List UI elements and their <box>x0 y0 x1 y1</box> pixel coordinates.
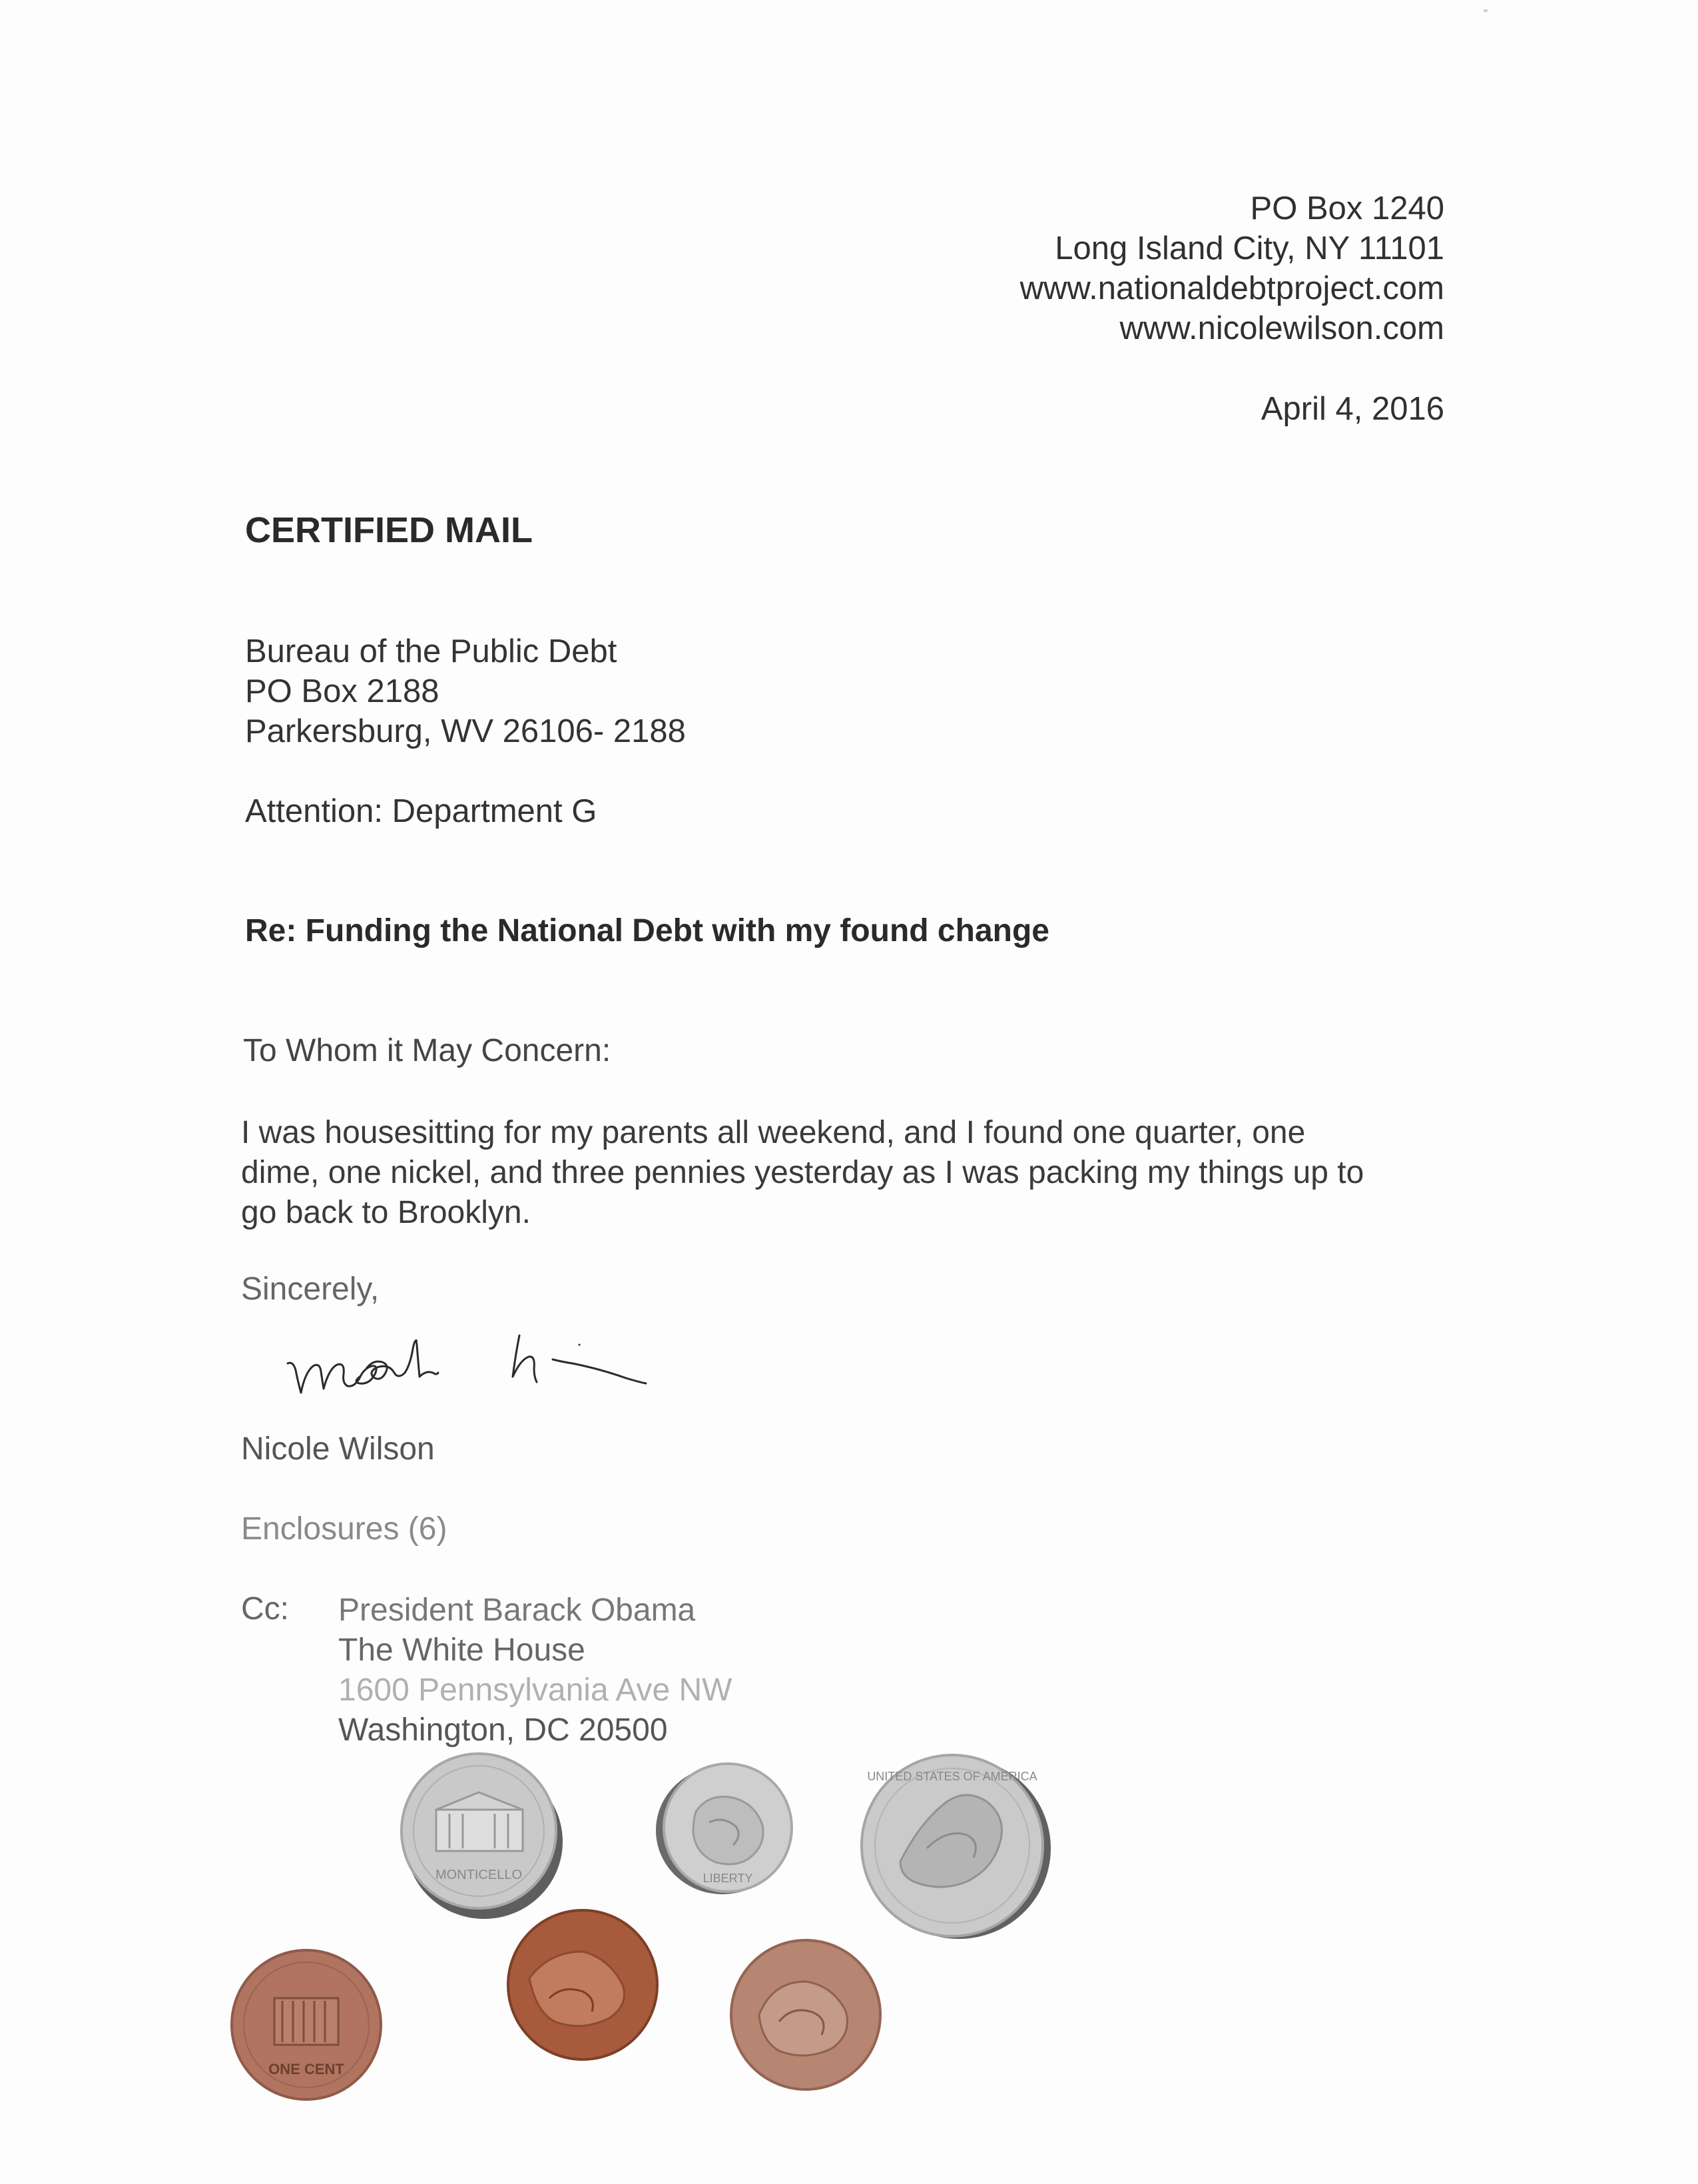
salutation: To Whom it May Concern: <box>243 1033 611 1068</box>
letter-body <box>241 1113 1433 1233</box>
subject-line: Re: Funding the National Debt with my found change <box>245 913 1049 948</box>
signer-name: Nicole Wilson <box>241 1431 435 1467</box>
nickel-inscription: MONTICELLO <box>435 1868 523 1882</box>
closing: Sincerely, <box>241 1272 380 1307</box>
cc-line: 1600 Pennsylvania Ave NW <box>338 1672 732 1708</box>
body-line: go back to Brooklyn. <box>241 1195 531 1230</box>
attention-line: Attention: Department G <box>245 793 597 829</box>
sender-line: PO Box 1240 <box>1250 190 1444 226</box>
enclosures-note: Enclosures (6) <box>241 1511 447 1547</box>
body-line: dime, one nickel, and three pennies yesterday as I was packing my things up to <box>241 1155 1364 1190</box>
sender-website: www.nicolewilson.com <box>1119 310 1444 346</box>
dime-inscription: LIBERTY <box>703 1872 753 1885</box>
recipient-line: Parkersburg, WV 26106- 2188 <box>245 713 686 749</box>
letter-date: April 4, 2016 <box>1261 391 1444 427</box>
dime-coin-icon <box>649 1758 796 1898</box>
penny-coin-icon <box>226 1945 386 2105</box>
nickel-coin-icon <box>396 1748 569 1922</box>
penny-inscription: ONE CENT <box>268 2061 344 2077</box>
quarter-coin-icon <box>854 1748 1053 1945</box>
handwritten-signature <box>280 1322 679 1409</box>
cc-line: Washington, DC 20500 <box>338 1712 668 1748</box>
sender-line: Long Island City, NY 11101 <box>1055 230 1444 266</box>
cc-label: Cc: <box>241 1591 289 1627</box>
certified-mail-heading: CERTIFIED MAIL <box>245 510 533 550</box>
body-line: I was housesitting for my parents all weekend, and I found one quarter, one <box>241 1115 1306 1150</box>
cc-line: President Barack Obama <box>338 1593 696 1628</box>
quarter-inscription: UNITED STATES OF AMERICA <box>867 1770 1037 1783</box>
recipient-line: PO Box 2188 <box>245 673 439 709</box>
penny-coin-icon <box>726 1935 886 2095</box>
sender-address <box>1020 188 1444 348</box>
penny-coin-icon <box>503 1905 663 2065</box>
cc-address <box>338 1591 732 1750</box>
recipient-address <box>245 631 686 751</box>
cc-line: The White House <box>338 1633 585 1668</box>
scan-speck <box>1484 9 1488 12</box>
sender-website: www.nationaldebtproject.com <box>1019 270 1444 306</box>
recipient-line: Bureau of the Public Debt <box>245 633 617 669</box>
